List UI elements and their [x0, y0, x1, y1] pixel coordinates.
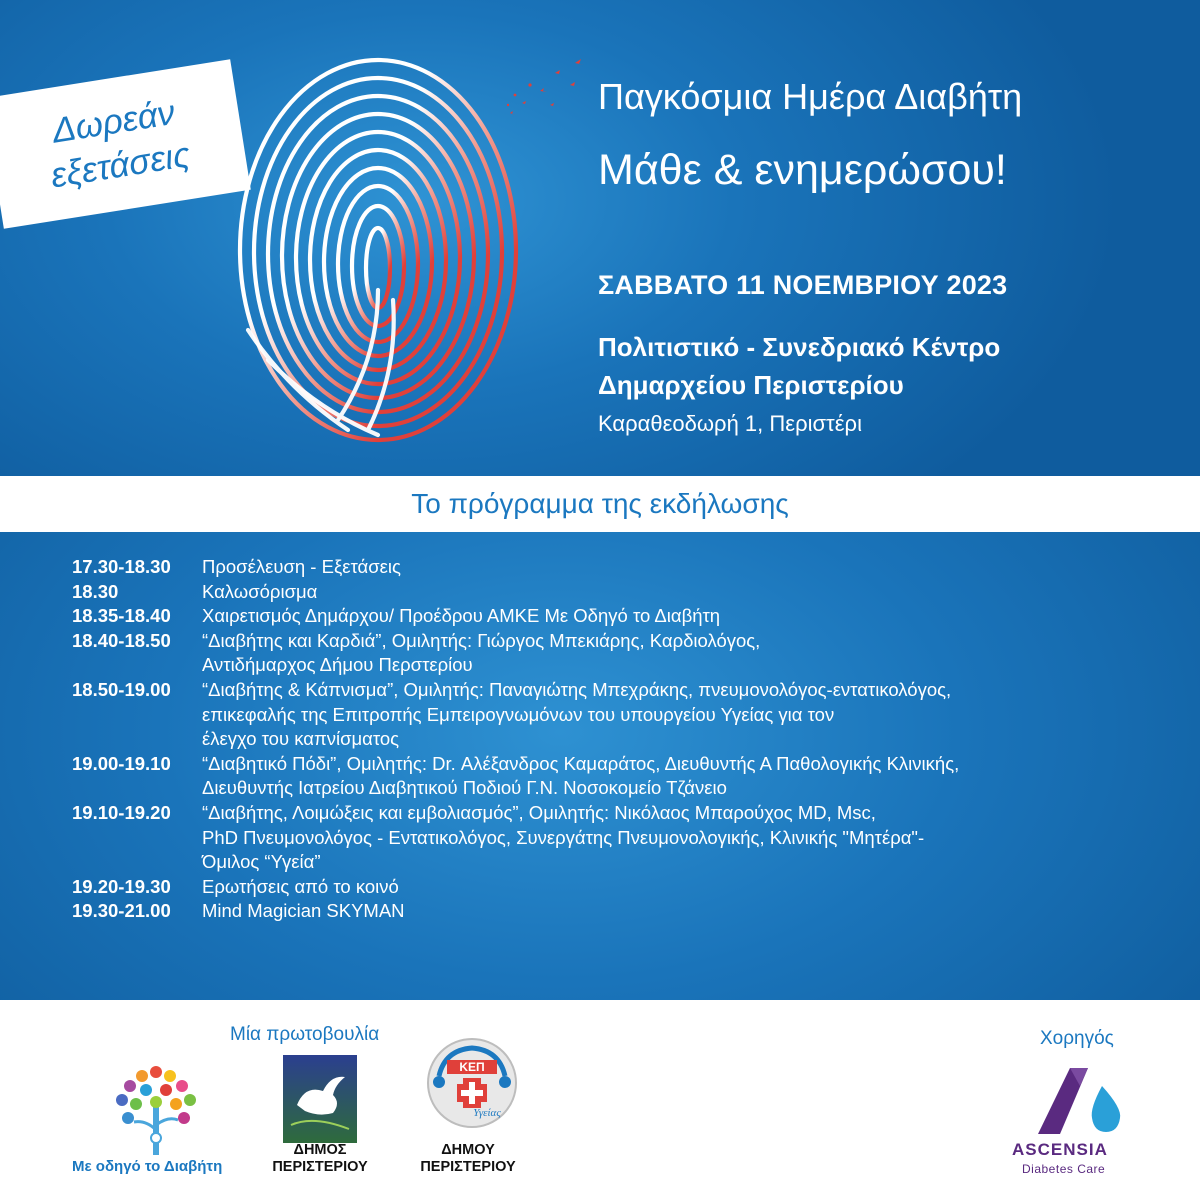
- schedule-description-line: “Διαβήτης, Λοιμώξεις και εμβολιασμός”, Ομιλητής: Νικόλαος Μπαρούχος MD, Msc,: [202, 801, 876, 823]
- ascensia-name: ASCENSIA: [1012, 1140, 1108, 1159]
- free-banner-line2: εξετάσεις: [48, 135, 193, 196]
- event-title: Παγκόσμια Ημέρα Διαβήτη: [598, 76, 1023, 117]
- schedule-description: [202, 899, 1182, 924]
- schedule-row: [72, 899, 1182, 924]
- kep-logo-script: Υγείας: [473, 1107, 501, 1119]
- schedule-description-line: Mind Magician SKYMAN: [202, 900, 405, 922]
- free-banner-line1: Δωρεάν: [49, 92, 178, 151]
- schedule-description-line: Αντιδήμαρχος Δήμου Περστερίου: [202, 654, 473, 676]
- kep-logo-text: ΚΕΠ: [459, 1060, 485, 1074]
- schedule-description-line: Διευθυντής Ιατρείου Διαβητικού Ποδιού Γ.Ν. Νοσοκομείο Τζάνειο: [202, 777, 727, 799]
- tree-logo-caption: Με οδηγό το Διαβήτη: [72, 1158, 223, 1175]
- schedule-time: 19.10-19.20: [72, 801, 171, 823]
- ascensia-subtitle: Diabetes Care: [1022, 1162, 1106, 1176]
- schedule-row: [72, 604, 1182, 629]
- ascensia-logo: [1030, 1066, 1130, 1136]
- free-tests-banner: [0, 59, 251, 228]
- schedule-description-line: Ερωτήσεις από το κοινό: [202, 875, 399, 897]
- schedule-row: [72, 875, 1182, 900]
- schedule-description-line: “Διαβήτης και Καρδιά”, Ομιλητής: Γιώργος Μπεκιάρης, Καρδιολόγος,: [202, 629, 761, 651]
- schedule-description-line: Προσέλευση - Εξετάσεις: [202, 556, 401, 577]
- schedule-description: [202, 580, 1182, 605]
- schedule-row: [72, 678, 1182, 752]
- fingerprint-icon: [228, 30, 538, 450]
- schedule-time: 19.00-19.10: [72, 752, 171, 774]
- schedule-description-line: PhD Πνευμονολόγος - Εντατικολόγος, Συνεργάτης Πνευμονολογικής, Κλινικής "Μητέρα"-: [202, 826, 925, 848]
- program-heading: Το πρόγραμμα της εκδήλωσης: [0, 476, 1200, 532]
- venue-address: Καραθεοδωρή 1, Περιστέρι: [598, 411, 862, 436]
- schedule-time: 18.50-19.00: [72, 678, 171, 700]
- schedule-time: 18.35-18.40: [72, 605, 171, 627]
- schedule-description-line: Όμιλος “Υγεία”: [202, 851, 321, 873]
- schedule-section: [0, 532, 1200, 1000]
- birds-icon: [500, 55, 600, 125]
- schedule-description-line: έλεγχο του καπνίσματος: [202, 728, 400, 750]
- schedule-time: 18.40-18.50: [72, 629, 171, 651]
- sponsor-label: Χορηγός: [1040, 1028, 1114, 1049]
- schedule-description-line: επικεφαλής της Επιτροπής Εμπειρογνωμόνων του υπουργείου Υγείας για τον: [202, 703, 835, 725]
- tree-of-hearts-logo: [106, 1060, 206, 1160]
- dove-logo: [283, 1055, 357, 1143]
- schedule-row: [72, 752, 1182, 801]
- schedule-description: [202, 678, 1182, 752]
- schedule-list: [72, 555, 1182, 924]
- schedule-description-line: Καλωσόρισμα: [202, 580, 318, 602]
- schedule-description: [202, 555, 1182, 580]
- schedule-description-line: “Διαβητικό Πόδι”, Ομιλητής: Dr. Αλέξανδρος Καμαράτος, Διευθυντής Α Παθολογικής Κλινικής,: [202, 752, 960, 774]
- dove-logo-caption-line2: ΠΕΡΙΣΤΕΡΙΟΥ: [272, 1159, 368, 1175]
- schedule-row: [72, 801, 1182, 875]
- schedule-time: 17.30-18.30: [72, 556, 171, 577]
- schedule-description: [202, 604, 1182, 629]
- kep-logo-caption-line2: ΠΕΡΙΣΤΕΡΙΟΥ: [420, 1159, 516, 1175]
- schedule-time: 18.30: [72, 580, 119, 602]
- schedule-description: [202, 875, 1182, 900]
- dove-logo-caption-line1: ΔΗΜΟΣ: [293, 1142, 347, 1158]
- initiative-label: Μία πρωτοβουλία: [230, 1024, 380, 1045]
- kep-logo-caption-line1: ΔΗΜΟΥ: [441, 1142, 495, 1158]
- kep-health-logo: [425, 1036, 519, 1130]
- schedule-row: [72, 580, 1182, 605]
- schedule-description: [202, 629, 1182, 678]
- schedule-description: [202, 752, 1182, 801]
- schedule-description-line: Χαιρετισμός Δημάρχου/ Προέδρου ΑΜΚΕ Με Οδηγό το Διαβήτη: [202, 605, 721, 627]
- event-tagline: Μάθε & ενημερώσου!: [598, 146, 1007, 194]
- schedule-row: [72, 555, 1182, 580]
- venue-name-line1: Πολιτιστικό - Συνεδριακό Κέντρο: [598, 332, 1001, 362]
- schedule-time: 19.30-21.00: [72, 900, 171, 922]
- schedule-row: [72, 629, 1182, 678]
- venue-name-line2: Δημαρχείου Περιστερίου: [598, 370, 904, 400]
- schedule-time: 19.20-19.30: [72, 875, 171, 897]
- hero-section: [0, 0, 1200, 476]
- schedule-description: [202, 801, 1182, 875]
- schedule-description-line: “Διαβήτης & Κάπνισμα”, Ομιλητής: Παναγιώτης Μπεχράκης, πνευμονολόγος-εντατικολόγος,: [202, 678, 952, 700]
- footer: [0, 1000, 1200, 1200]
- event-date: ΣΑΒΒΑΤΟ 11 ΝΟΕΜΒΡΙΟΥ 2023: [598, 270, 1008, 300]
